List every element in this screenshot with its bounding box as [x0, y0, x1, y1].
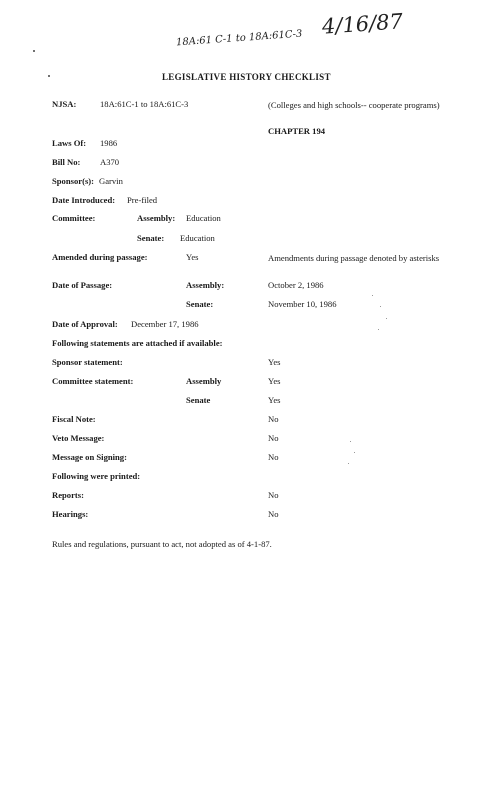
njsa-value: 18A:61C-1 to 18A:61C-3: [100, 99, 189, 109]
committee-statement-assembly-label: Assembly: [186, 376, 222, 386]
veto-message-value: No: [268, 433, 279, 443]
scan-speck: [380, 306, 381, 307]
bill-no-value: A370: [100, 157, 120, 167]
passage-senate-value: November 10, 1986: [268, 299, 337, 309]
chapter-label: CHAPTER 194: [268, 126, 326, 136]
amended-value: Yes: [186, 252, 199, 262]
scan-speck: [378, 329, 379, 330]
message-on-signing-label: Message on Signing:: [52, 452, 127, 462]
bill-no-label: Bill No:: [52, 157, 81, 167]
scan-speck: [354, 452, 355, 453]
page-title: LEGISLATIVE HISTORY CHECKLIST: [162, 72, 331, 82]
committee-statement-assembly-value: Yes: [268, 376, 281, 386]
hearings-label: Hearings:: [52, 509, 89, 519]
statements-header: Following statements are attached if available:: [52, 338, 223, 348]
scan-speck: [350, 441, 351, 442]
printed-header: Following were printed:: [52, 471, 141, 481]
njsa-label: NJSA:: [52, 99, 77, 109]
committee-label: Committee:: [52, 213, 96, 223]
date-of-passage-label: Date of Passage:: [52, 280, 113, 290]
scan-dot: [48, 75, 50, 77]
njsa-description: (Colleges and high schools-- cooperate programs): [268, 100, 440, 110]
sponsors-value: Garvin: [99, 176, 123, 186]
scan-speck: [386, 318, 387, 319]
date-of-approval-value: December 17, 1986: [131, 319, 199, 329]
date-of-approval-label: Date of Approval:: [52, 319, 118, 329]
laws-of-value: 1986: [100, 138, 118, 148]
passage-assembly-label: Assembly:: [186, 280, 225, 290]
sponsor-statement-label: Sponsor statement:: [52, 357, 123, 367]
footer-note: Rules and regulations, pursuant to act, not adopted as of 4-1-87.: [52, 539, 272, 549]
committee-statement-senate-label: Senate: [186, 395, 211, 405]
committee-senate-value: Education: [180, 233, 215, 243]
committee-assembly-label: Assembly:: [137, 213, 176, 223]
amended-label: Amended during passage:: [52, 252, 148, 262]
date-introduced-value: Pre-filed: [127, 195, 158, 205]
sponsors-label: Sponsor(s):: [52, 176, 95, 186]
amended-note: Amendments during passage denoted by asterisks: [268, 253, 440, 263]
sponsor-statement-value: Yes: [268, 357, 281, 367]
reports-label: Reports:: [52, 490, 84, 500]
scan-speck: [348, 463, 349, 464]
veto-message-label: Veto Message:: [52, 433, 105, 443]
reports-value: No: [268, 490, 279, 500]
handwritten-range: 18A:61 C-1 to 18A:61C-3: [175, 28, 303, 49]
passage-senate-label: Senate:: [186, 299, 214, 309]
committee-statement-label: Committee statement:: [52, 376, 134, 386]
message-on-signing-value: No: [268, 452, 279, 462]
fiscal-note-value: No: [268, 414, 279, 424]
committee-senate-label: Senate:: [137, 233, 165, 243]
handwritten-date: 4/16/87: [321, 9, 404, 39]
date-introduced-label: Date Introduced:: [52, 195, 116, 205]
scan-speck: [372, 295, 373, 296]
committee-statement-senate-value: Yes: [268, 395, 281, 405]
hearings-value: No: [268, 509, 279, 519]
scan-dot: [33, 50, 35, 52]
laws-of-label: Laws Of:: [52, 138, 87, 148]
committee-assembly-value: Education: [186, 213, 221, 223]
passage-assembly-value: October 2, 1986: [268, 280, 324, 290]
fiscal-note-label: Fiscal Note:: [52, 414, 96, 424]
